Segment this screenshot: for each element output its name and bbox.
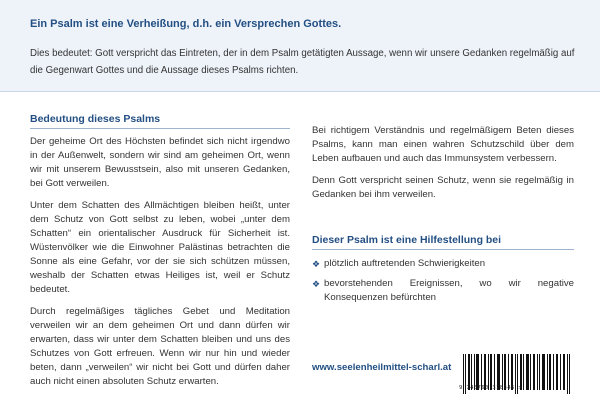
right-column bbox=[312, 124, 574, 311]
help-item-text: plötzlich auftretenden Schwierigkeiten bbox=[324, 258, 486, 269]
meaning-paragraph-3: Durch regelmäßiges tägliches Gebet und Meditation verweilen wir an dem geheimen Ort und dann dürfen wir erwarten, dass wir unter dem Schatten bleiben und uns des Schutzes von Gott erfreuen. Wenn wir nur hin und wieder beten, dann „verweilen“ wir nicht bei Gott und dürfen daher auch nicht einen absoluten Schutz erwarten. bbox=[30, 306, 290, 387]
diamond-bullet-icon: ❖ bbox=[312, 279, 321, 289]
website-link[interactable]: www.seelenheilmittel-scharl.at bbox=[312, 362, 452, 373]
right-paragraph-1: Bei richtigem Verständnis und regelmäßigem Beten dieses Psalms, kann man einen wahren Schutzschild über dem Leben aufbauen und auch das Immunsystem verbessern. bbox=[312, 125, 574, 164]
meaning-paragraph-2: Unter dem Schatten des Allmächtigen bleiben heißt, unter dem Schutz von Gott selbst zu leben, wobei „unter dem Schatten“ ein orientalischer Ausdruck für Sicherheit ist. Wüstenvölker wie die Einwohner Palästinas betrachten die Sonne als eine Gefahr, vor der sie sich schützen müssen, weshalb der Schatten etwas Heiliges ist, weil er Schutz bedeutet. bbox=[30, 200, 290, 295]
right-paragraph-2: Denn Gott verspricht seinen Schutz, wenn sie regelmäßig in Gedanken bei ihm verweilen. bbox=[312, 175, 574, 200]
left-column bbox=[30, 113, 290, 397]
list-item bbox=[312, 277, 574, 305]
intro-box bbox=[0, 0, 600, 92]
intro-title: Ein Psalm ist eine Verheißung, d.h. ein Versprechen Gottes. bbox=[30, 18, 342, 30]
list-item bbox=[312, 257, 574, 271]
meaning-section-title: Bedeutung dieses Psalms bbox=[30, 113, 290, 129]
intro-text: Dies bedeutet: Gott verspricht das Eintreten, der in dem Psalm getätigten Aussage, wenn wir unsere Gedanken regelmäßig auf die Gegenwart Gottes und die Aussage dieses Psalms richten. bbox=[30, 48, 575, 76]
help-item-text: bevorstehenden Ereignissen, wo wir negative Konsequenzen befürchten bbox=[324, 278, 574, 303]
meaning-paragraph-1: Der geheime Ort des Höchsten befindet sich nicht irgendwo in der Außenwelt, sondern wir sind am geheimen Ort, wenn wir mit unserem Bewusstsein, also mit unseren Gedanken, bei Gott verweilen. bbox=[30, 136, 290, 189]
barcode-number: 9 745760 318346 > bbox=[459, 385, 523, 391]
help-section-title: Dieser Psalm ist eine Hilfestellung bei bbox=[312, 234, 574, 250]
diamond-bullet-icon: ❖ bbox=[312, 259, 321, 269]
